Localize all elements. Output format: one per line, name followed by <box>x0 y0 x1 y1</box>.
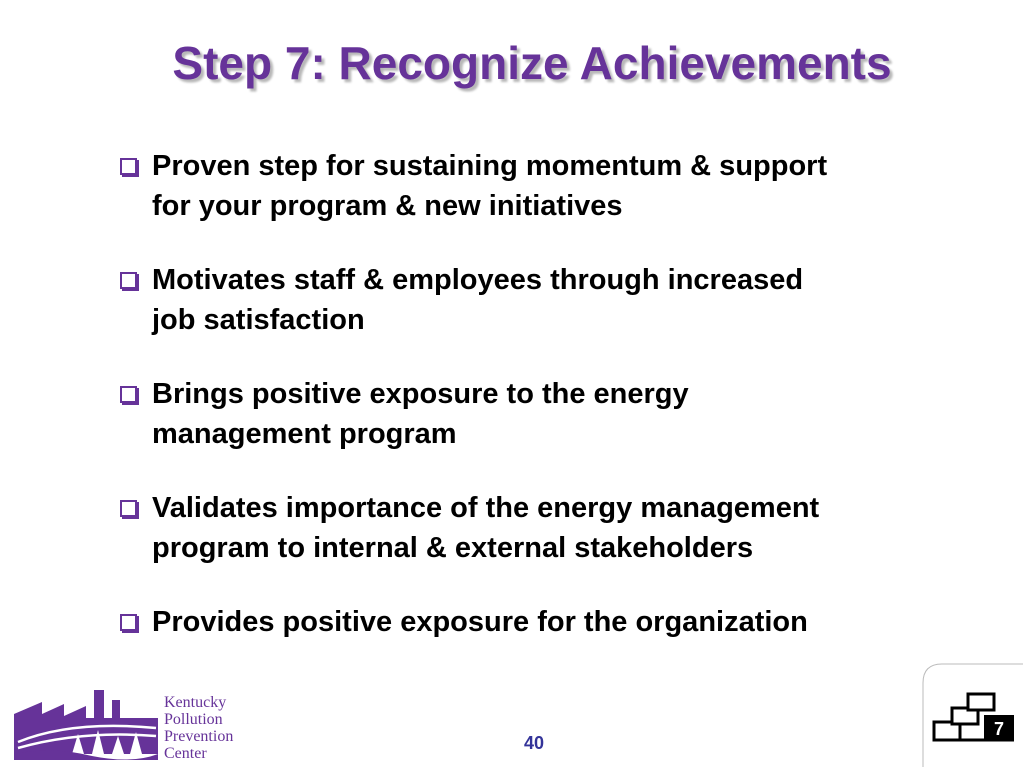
bullet-line: program to internal & external stakeholders <box>152 532 754 564</box>
bullet-item <box>120 602 1000 642</box>
bullet-line: Motivates staff & employees through increased <box>152 264 804 296</box>
bullet-line: Brings positive exposure to the energy <box>152 378 689 410</box>
page-title: Step 7: Recognize Achievements <box>172 37 892 89</box>
logo-line: Kentucky <box>164 694 227 711</box>
bullet-item <box>120 260 1000 340</box>
stair-steps-icon <box>922 663 1024 768</box>
bullet-line: Proven step for sustaining momentum & support <box>152 150 828 182</box>
hollow-square-bullet-icon <box>120 158 137 175</box>
logo-line: Prevention <box>164 728 234 745</box>
bullet-item <box>120 488 1000 568</box>
logo-wordmark <box>164 694 233 762</box>
page-number: 40 <box>524 733 545 753</box>
hollow-square-bullet-icon <box>120 386 137 403</box>
bullet-list <box>120 146 1000 676</box>
hollow-square-bullet-icon <box>120 272 137 289</box>
bullet-item <box>120 146 1000 226</box>
bullet-line: Provides positive exposure for the organization <box>152 606 808 638</box>
logo-line: Pollution <box>164 711 223 728</box>
logo-line: Center <box>164 745 207 762</box>
hollow-square-bullet-icon <box>120 614 137 631</box>
bullet-item <box>120 374 1000 454</box>
step-number: 7 <box>993 719 1005 739</box>
hollow-square-bullet-icon <box>120 500 137 517</box>
bullet-line: job satisfaction <box>152 304 365 336</box>
bullet-line: for your program & new initiatives <box>152 190 623 222</box>
bullet-line: management program <box>152 418 457 450</box>
bullet-line: Validates importance of the energy management <box>152 492 820 524</box>
